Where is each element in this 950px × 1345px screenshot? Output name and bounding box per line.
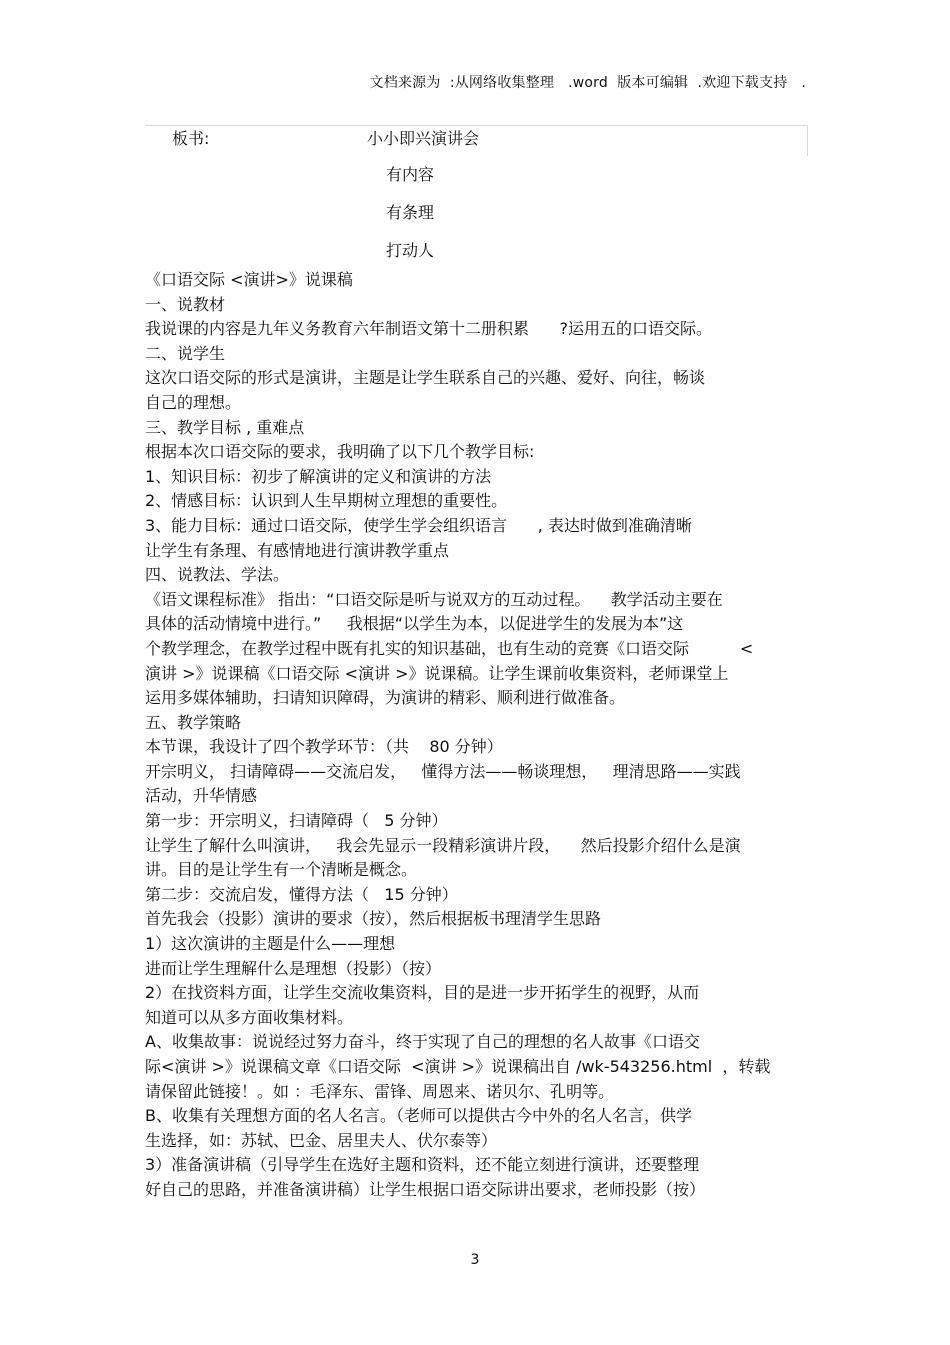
body-line: 进而让学生理解什么是理想（投影）（按） — [145, 958, 442, 978]
body-line: 具体的活动情境中进行。” 我根据“以学生为本，以促进学生的发展为本”这 — [145, 614, 684, 634]
body-line: 我说课的内容是九年义务教育六年制语文第十二册积累 ?运用五的口语交际。 — [145, 319, 713, 339]
body-line: 活动，升华情感 — [145, 786, 258, 806]
body-line: 运用多媒体辅助，扫请知识障碍，为演讲的精彩、顺利进行做准备。 — [145, 688, 626, 708]
body-line: 本节课，我设计了四个教学环节：（共 80 分钟） — [145, 737, 503, 757]
body-line: 首先我会（投影）演讲的要求（按），然后根据板书理清学生思路 — [145, 909, 602, 929]
page-number: 3 — [470, 1252, 480, 1268]
page-header: 文档来源为 :从网络收集整理 .word 版本可编辑 .欢迎下载支持 . — [369, 75, 806, 91]
body-line: 一、说教材 — [145, 294, 226, 314]
board-item: 打动人 — [386, 241, 435, 260]
body-line: 1、知识目标：初步了解演讲的定义和演讲的方法 — [145, 466, 492, 486]
body-line: 让学生有条理、有感情地进行演讲教学重点 — [145, 540, 450, 560]
body-line: 演讲 >》说课稿《口语交际 <演讲 >》说课稿。让学生课前收集资料，老师课堂上 — [145, 663, 729, 683]
body-line: A、收集故事：说说经过努力奋斗，终于实现了自己的理想的名人故事《口语交 — [145, 1032, 700, 1052]
body-line: 《语文课程标准》 指出：“口语交际是听与说双方的互动过程。 教学活动主要在 — [145, 589, 723, 609]
body-line: 生选择，如：苏轼、巴金、居里夫人、伏尔泰等） — [145, 1130, 498, 1150]
body-line: 这次口语交际的形式是演讲，主题是让学生联系自己的兴趣、爱好、向往，畅谈 — [145, 368, 706, 388]
body-line: 三、教学目标 , 重难点 — [145, 417, 305, 437]
body-line: 让学生了解什么叫演讲， 我会先显示一段精彩演讲片段， 然后投影介绍什么是演 — [145, 835, 741, 855]
body-line: 3、能力目标：通过口语交际，使学生学会组织语言 , 表达时做到准确清晰 — [145, 515, 692, 535]
lesson-plan-body — [145, 268, 825, 1203]
body-line: 好自己的思路，并准备演讲稿）让学生根据口语交际讲出要求，老师投影（按） — [145, 1179, 706, 1199]
board-item: 有条理 — [386, 203, 435, 222]
body-line: 四、说教法、学法。 — [145, 565, 290, 585]
body-line: 个教学理念，在教学过程中既有扎实的知识基础，也有生动的竞赛《口语交际 < — [145, 638, 754, 658]
body-line: 际<演讲 >》说课稿文章《口语交际 <演讲 >》说课稿出自 /wk-543256.html ，转载 — [145, 1057, 771, 1076]
body-line: 第二步：交流启发，懂得方法（ 15 分钟） — [145, 884, 458, 904]
board-item: 有内容 — [386, 165, 435, 184]
body-line: 请保留此链接！。如 ：毛泽东、雷锋、周恩来、诺贝尔、孔明等。 — [145, 1081, 615, 1101]
body-line: 3）准备演讲稿（引导学生在选好主题和资料，还不能立刻进行演讲，还要整理 — [145, 1155, 700, 1175]
body-line: 二、说学生 — [145, 343, 226, 363]
body-line: 1）这次演讲的主题是什么——理想 — [145, 934, 396, 954]
board-label: 板书: — [172, 129, 210, 148]
body-line: 《口语交际 <演讲>》说课稿 — [145, 270, 353, 289]
body-line: 根据本次口语交际的要求，我明确了以下几个教学目标: — [145, 442, 535, 462]
body-line: 2、情感目标：认识到人生早期树立理想的重要性。 — [145, 491, 508, 511]
body-line: 2）在找资料方面，让学生交流收集资料，目的是进一步开拓学生的视野，从而 — [145, 983, 700, 1003]
body-line: B、收集有关理想方面的名人名言。（老师可以提供古今中外的名人名言，供学 — [145, 1106, 692, 1126]
body-line: 自己的理想。 — [145, 392, 242, 412]
board-title: 小小即兴演讲会 — [367, 129, 480, 148]
body-line: 知道可以从多方面收集材料。 — [145, 1007, 354, 1027]
body-line: 讲。目的是让学生有一个清晰是概念。 — [145, 860, 418, 880]
body-line: 五、教学策略 — [145, 712, 242, 732]
body-line: 开宗明义， 扫请障碍——交流启发， 懂得方法——畅谈理想， 理清思路——实践 — [145, 761, 741, 781]
body-line: 第一步：开宗明义，扫请障碍（ 5 分钟） — [145, 811, 448, 831]
